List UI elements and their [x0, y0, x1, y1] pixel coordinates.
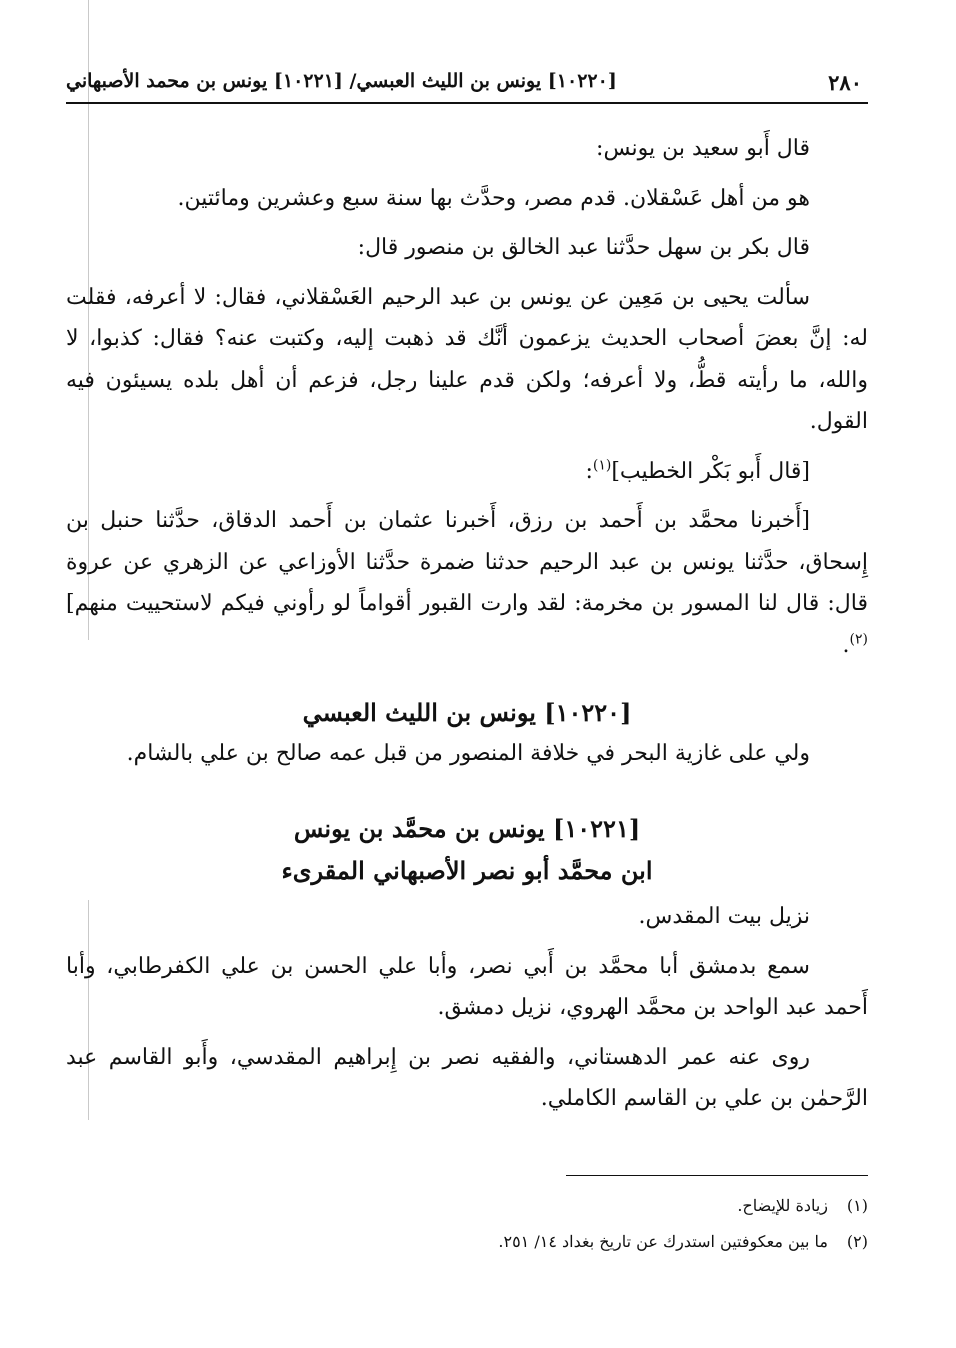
punctuation: : — [585, 458, 593, 484]
paragraph: سألت يحيى بن مَعِين عن يونس بن عبد الرحيم العَسْقلاني، فقال: لا أعرفه، فقلت له: إنَّ بعضَ أصحاب الحديث يزعمون أنَّك قد ذهبت إليه، وكتبت عنه؟ فقال: كذبوا، لا والله، ما رأيته قطُّ، ولا أعرفه؛ ولكن قدم علينا رجل، فزعم أن أهل بلده يسيئون فيه القول. — [66, 284, 868, 434]
entry-heading: [١٠٢٢٠] يونس بن الليث العبسي — [302, 698, 632, 727]
footnote-rule — [566, 1175, 868, 1176]
paragraph — [66, 451, 868, 493]
paragraph: هو من أهل عَسْقلان. قدم مصر، وحدَّث بها سنة سبع وعشرين ومائتين. — [177, 185, 810, 211]
paragraph — [66, 500, 868, 666]
paragraph-text: [أَخبرنا محمَّد بن أَحمد بن رزق، أَخبرنا عثمان بن أَحمد الدقاق، حدَّثنا حنبل بن إِسحاق، حدَّثنا يونس بن عبد الرحيم حدثنا ضمرة حدَّثنا الأوزاعي عن الزهري عن عروة قال: قال لنا المسور بن مخرمة: لقد وارت القبور أقواماً لو رأوني فيكم لاستحييت منهم] — [66, 508, 868, 616]
footnote-text: زيادة للإيضاح. — [737, 1196, 828, 1215]
footnote-number: (١) — [846, 1196, 868, 1215]
footnote-ref: (٢) — [849, 631, 868, 648]
paragraph: سمع بدمشق أبا محمَّد بن أَبي نصر، وأبا علي الحسن بن علي الكفرطابي، وأبا أَحمد عبد الواحد بن محمَّد الهروي، نزيل دمشق. — [66, 953, 868, 1020]
footnote-number: (٢) — [846, 1232, 868, 1251]
footnote — [200, 1224, 868, 1260]
punctuation: . — [842, 632, 850, 658]
paragraph: قال بكر بن سهل حدَّثنا عبد الخالق بن منصور قال: — [357, 235, 810, 260]
main-text — [66, 128, 868, 1128]
footnote-ref: (١) — [592, 457, 612, 474]
page-number: ٢٨٠ — [828, 70, 862, 95]
running-header — [66, 68, 868, 104]
footnote — [200, 1188, 868, 1224]
paragraph-text: [قال أَبو بَكْر الخطيب] — [611, 458, 810, 484]
entry-heading: [١٠٢٢١] يونس بن محمَّد بن يونس — [293, 814, 641, 843]
running-title: [١٠٢٢٠] يونس بن الليث العبسي/ [١٠٢٢١] يونس بن محمد الأصبهاني — [66, 70, 617, 92]
entry-text: ولي على غازية البحر في خلافة المنصور من قبل عمه صالح بن علي بالشام. — [126, 741, 810, 766]
paragraph: روى عنه عمر الدهستاني، والفقيه نصر بن إِبراهيم المقدسي، وأَبو القاسم عبد الرَّحمٰن بن علي بن القاسم الكاملي. — [66, 1044, 868, 1111]
paragraph: نزيل بيت المقدس. — [638, 904, 810, 929]
footnotes — [200, 1188, 868, 1260]
paragraph: قال أَبو سعيد بن يونس: — [596, 136, 810, 161]
entry-heading-line2: ابن محمَّد أبو نصر الأصبهاني المقرىء — [281, 856, 653, 885]
footnote-text: ما بين معكوفتين استدرك عن تاريخ بغداد ١٤/ ٢٥١. — [498, 1232, 828, 1251]
